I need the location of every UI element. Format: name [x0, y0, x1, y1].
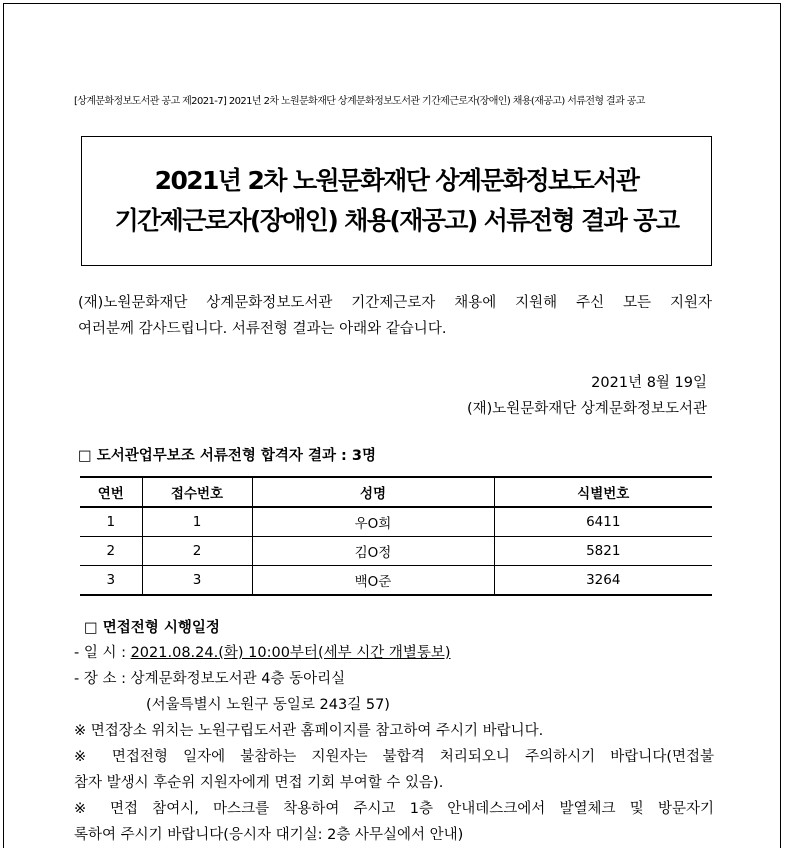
issue-date: 2021년 8월 19일: [591, 375, 707, 391]
title-line-1: 2021년 2차 노원문화재단 상계문화정보도서관: [154, 166, 639, 195]
note-absence-1: ※ 면접전형 일자에 불참하는 지원자는 불합격 처리되오니 주의하시기 바랍니다(면접불: [74, 749, 714, 765]
interview-schedule: [74, 640, 714, 848]
note-location: ※ 면접장소 위치는 노원구립도서관 홈페이지를 참고하여 주시기 바랍니다.: [74, 723, 544, 739]
cell-no: 3: [80, 566, 142, 596]
cell-no: 2: [80, 537, 142, 566]
cell-receipt: 3: [142, 566, 252, 596]
intro-paragraph: [78, 290, 712, 342]
cell-id: 5821: [494, 537, 712, 566]
cell-receipt: 1: [142, 507, 252, 537]
date-value: 2021.08.24.(화) 10:00부터(세부 시간 개별통보): [130, 645, 451, 661]
cell-id: 6411: [494, 507, 712, 537]
issuer-name: (재)노원문화재단 상계문화정보도서관: [466, 401, 707, 417]
table-row: [80, 537, 712, 566]
title-line-2: 기간제근로자(장애인) 채용(재공고) 서류전형 결과 공고: [114, 206, 679, 235]
cell-no: 1: [80, 507, 142, 537]
col-header-id: 식별번호: [494, 477, 712, 507]
note-mask-1: ※ 면접 참여시, 마스크를 착용하여 주시고 1층 안내데스크에서 발열체크 및 방문자기: [74, 801, 714, 817]
table-header-row: [80, 477, 712, 507]
cell-receipt: 2: [142, 537, 252, 566]
table-row: [80, 566, 712, 596]
cell-name: 우O희: [252, 507, 494, 537]
cell-name: 김O정: [252, 537, 494, 566]
place-label: - 장 소 :: [74, 671, 131, 687]
result-heading: □ 도서관업무보조 서류전형 합격자 결과 : 3명: [78, 448, 376, 464]
cell-name: 백O준: [252, 566, 494, 596]
interview-place-row: [74, 666, 714, 692]
issue-block: [467, 370, 707, 422]
table-row: [80, 507, 712, 537]
intro-line-1: (재)노원문화재단 상계문화정보도서관 기간제근로자 채용에 지원해 주신 모든 지원자: [78, 295, 712, 311]
note-absence-2: 참자 발생시 후순위 지원자에게 면접 기회 부여할 수 있음).: [74, 775, 444, 791]
col-header-receipt: 접수번호: [142, 477, 252, 507]
result-table: [80, 476, 712, 596]
col-header-no: 연번: [80, 477, 142, 507]
place-value: 상계문화정보도서관 4층 동아리실: [130, 671, 346, 687]
note-mask-2: 록하여 주시기 바랍니다(응시자 대기실: 2층 사무실에서 안내): [74, 827, 464, 843]
col-header-name: 성명: [252, 477, 494, 507]
interview-heading: □ 면접전형 시행일정: [84, 620, 220, 636]
cell-id: 3264: [494, 566, 712, 596]
title-box: [81, 136, 712, 266]
interview-address: (서울특별시 노원구 동일로 243길 57): [146, 697, 390, 713]
interview-date-row: [74, 640, 714, 666]
date-label: - 일 시 :: [74, 645, 131, 661]
intro-line-2: 여러분께 감사드립니다. 서류전형 결과는 아래와 같습니다.: [78, 321, 447, 337]
announcement-reference: [상계문화정보도서관 공고 제2021-7] 2021년 2차 노원문화재단 상계문화정보도서관 기간제근로자(장애인) 채용(재공고) 서류전형 결과 공고: [74, 96, 645, 107]
